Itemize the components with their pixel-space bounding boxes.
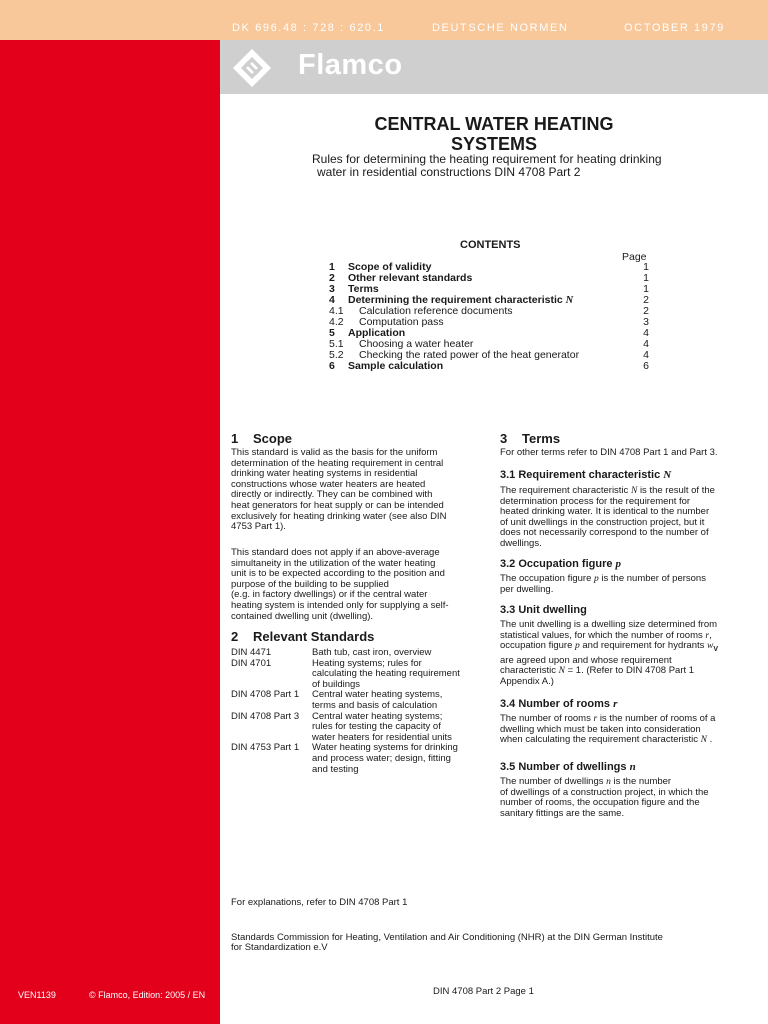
subsection-3-3-text <box>500 620 718 687</box>
section-num: 3 <box>500 431 508 446</box>
commission-note-line2: for Standardization e.V <box>231 942 328 953</box>
text-line: Central water heating systems, <box>312 689 443 701</box>
contents-heading: CONTENTS <box>460 239 521 251</box>
math-var: p <box>615 558 622 570</box>
math-var: n <box>606 777 611 787</box>
text-line <box>500 777 709 788</box>
subsection-3-2-text <box>500 574 706 595</box>
series-label: DEUTSCHE NORMEN <box>432 22 569 34</box>
brand-band <box>220 40 768 94</box>
text-line: dwellings. <box>500 537 542 549</box>
table-row <box>231 712 481 744</box>
section-3-heading <box>500 431 560 446</box>
subsection-3-4-heading <box>500 698 617 710</box>
standard-code: DIN 4708 Part 1 <box>231 689 300 701</box>
standards-table <box>231 648 481 775</box>
table-row <box>231 690 481 711</box>
standard-description <box>312 659 481 691</box>
toc-num: 4.1 <box>329 305 344 317</box>
text-fragment: and requirement for hydrants <box>582 640 705 652</box>
terms-intro <box>500 448 718 459</box>
standard-code: DIN 4701 <box>231 657 272 669</box>
text-fragment: The requirement characteristic <box>500 485 629 496</box>
toc-page: 1 <box>643 261 649 273</box>
date-label: OCTOBER 1979 <box>624 22 725 34</box>
table-of-contents <box>329 262 649 372</box>
text-line: statistical values, for which the number of rooms r, <box>500 629 712 641</box>
math-var: N <box>700 735 707 746</box>
text-line: of buildings <box>312 678 361 690</box>
math-var: N <box>630 486 638 496</box>
subsection-title: 3.2 Occupation figure <box>500 558 613 570</box>
text-fragment: The number of rooms <box>500 713 591 724</box>
text-line: exclusively for heating drinking water (see also DIN <box>231 510 447 522</box>
commission-note-line1: Standards Commission for Heating, Ventilation and Air Conditioning (NHR) at the DIN German Institute <box>231 932 663 943</box>
standard-description <box>312 648 481 659</box>
text-line: and testing <box>312 763 359 775</box>
text-line: of dwellings of a construction project, in which the <box>500 786 709 798</box>
text-line: purpose of the building to be supplied <box>231 578 389 590</box>
table-row <box>231 659 481 691</box>
section-num: 2 <box>231 629 239 644</box>
toc-page: 3 <box>643 316 649 328</box>
subsection-title: 3.1 Requirement characteristic <box>500 469 661 481</box>
text-line: sanitary fittings are the same. <box>500 807 625 819</box>
text-line <box>500 714 715 725</box>
standard-code: DIN 4708 Part 3 <box>231 710 300 722</box>
toc-num: 3 <box>329 283 335 295</box>
section-1-heading <box>231 431 292 446</box>
text-line: 4753 Part 1). <box>231 521 286 533</box>
page-reference: DIN 4708 Part 2 Page 1 <box>433 986 534 997</box>
text-fragment: occupation figure <box>500 640 573 652</box>
toc-page: 6 <box>643 360 649 372</box>
subsection-3-4-text <box>500 714 715 746</box>
text-line: heat generators for heat supply or can be intended <box>231 499 444 511</box>
subsection-3-2-heading <box>500 558 621 570</box>
text-line <box>500 641 718 655</box>
brand-name: Flamco <box>298 49 403 81</box>
subsection-3-5-text <box>500 777 709 819</box>
text-line: Central water heating systems; <box>312 710 443 722</box>
text-line: rules for testing the capacity of <box>312 721 441 733</box>
text-fragment: characteristic <box>500 665 556 677</box>
text-line: heating system is intended only for supplying a self- <box>231 599 449 611</box>
text-line: Appendix A.) <box>500 675 554 687</box>
doc-code: VEN1139 <box>18 990 56 1000</box>
text-line: of unit dwellings in the construction project, but it <box>500 516 705 528</box>
subsection-3-1-heading <box>500 469 671 481</box>
top-header-band <box>0 0 768 40</box>
text-line: and process water; design, fitting <box>312 752 451 764</box>
standard-description <box>312 690 481 711</box>
subtitle-line: Rules for determining the heating requirement for heating drinking <box>312 152 662 166</box>
dk-code: DK 696.48 : 728 : 620.1 <box>232 22 385 34</box>
text-line: Heating systems; rules for <box>312 657 422 669</box>
toc-title-text: Determining the requirement characteristic <box>348 294 563 306</box>
toc-title: Other relevant standards <box>348 272 473 284</box>
toc-title: Calculation reference documents <box>359 305 513 317</box>
toc-page: 4 <box>643 338 649 350</box>
toc-num: 5.2 <box>329 349 344 361</box>
text-line: The unit dwelling is a dwelling size determined from <box>500 619 718 630</box>
flamco-logo-icon <box>232 48 272 88</box>
toc-title: Checking the rated power of the heat generator <box>359 349 580 361</box>
toc-title: Application <box>348 327 406 339</box>
text-line <box>500 486 715 497</box>
toc-title: Scope of validity <box>348 261 432 273</box>
section-title: Scope <box>253 431 293 446</box>
doc-title-line1: CENTRAL WATER HEATING <box>374 114 614 134</box>
toc-page: 4 <box>643 327 649 339</box>
math-var: N <box>558 666 565 677</box>
text-fragment: The occupation figure <box>500 573 592 584</box>
text-line: unit is to be expected according to the position and <box>231 568 445 580</box>
text-line: Water heating systems for drinking <box>312 742 458 754</box>
text-fragment: statistical values, for which the number of rooms <box>500 629 703 641</box>
text-line: per dwelling. <box>500 583 554 595</box>
toc-num: 6 <box>329 360 335 372</box>
red-side-band <box>0 40 220 1024</box>
text-line: dwelling which must be taken into consideration <box>500 723 701 735</box>
subsection-3-5-heading <box>500 761 636 773</box>
text-line: drinking water heating systems in residential <box>231 468 418 480</box>
text-line: For other terms refer to DIN 4708 Part 1 and Part 3. <box>500 447 718 458</box>
toc-title: Sample calculation <box>348 360 444 372</box>
toc-title: Choosing a water heater <box>359 338 474 350</box>
toc-var: N <box>565 295 574 306</box>
text-line: This standard does not apply if an above-average <box>231 547 440 558</box>
toc-num: 2 <box>329 272 335 284</box>
text-line <box>500 574 706 585</box>
scope-paragraph-2 <box>231 548 449 622</box>
math-var: w <box>707 641 714 652</box>
section-title: Relevant Standards <box>253 629 375 644</box>
subsection-title: 3.5 Number of dwellings <box>500 761 627 773</box>
toc-num: 5 <box>329 327 335 339</box>
math-subscript: V <box>713 646 719 654</box>
text-line: when calculating the requirement characteristic N . <box>500 734 713 746</box>
text-line: determination process for the requirement for <box>500 495 691 507</box>
explanations-note: For explanations, refer to DIN 4708 Part 1 <box>231 897 408 908</box>
text-line: directly or indirectly. They can be combined with <box>231 489 433 501</box>
doc-title-line2: SYSTEMS <box>450 134 538 154</box>
edition-note: © Flamco, Edition: 2005 / EN <box>89 990 206 1000</box>
text-line: number of rooms, the occupation figure and the <box>500 797 700 809</box>
math-var: r <box>613 698 618 710</box>
standard-code: DIN 4471 <box>231 647 272 658</box>
section-title: Terms <box>522 431 561 446</box>
text-line: simultaneity in the utilization of the water heating <box>231 557 436 569</box>
toc-item[interactable] <box>329 361 649 372</box>
toc-title: Computation pass <box>359 316 444 328</box>
doc-subtitle <box>312 153 712 179</box>
text-fragment: = 1. (Refer to DIN 4708 Part 1 <box>567 665 695 677</box>
math-var: n <box>629 761 636 773</box>
text-line: terms and basis of calculation <box>312 699 438 711</box>
toc-num: 4 <box>329 294 335 306</box>
standard-description <box>312 743 481 775</box>
text-line: heated drinking water. It is identical to the number <box>500 506 710 518</box>
subtitle-line: water in residential constructions DIN 4708 Part 2 <box>317 165 581 179</box>
contents-page-label: Page <box>622 251 647 263</box>
toc-page: 2 <box>643 305 649 317</box>
text-fragment: is the number <box>613 776 672 787</box>
subsection-title: 3.4 Number of rooms <box>500 698 611 710</box>
scope-paragraph-1 <box>231 448 446 533</box>
standard-description <box>312 712 481 744</box>
subsection-3-1-text <box>500 486 715 550</box>
text-line: are agreed upon and whose requirement <box>500 654 672 666</box>
text-line: does not necessarily correspond to the number of <box>500 527 709 539</box>
text-line: water heaters for residential units <box>312 731 452 743</box>
text-line: This standard is valid as the basis for the uniform <box>231 447 438 458</box>
text-line: Bath tub, cast iron, overview <box>312 647 432 658</box>
math-var: r <box>705 630 710 641</box>
math-var: p <box>575 641 580 652</box>
toc-page: 1 <box>643 283 649 295</box>
text-line: determination of the heating requirement in central <box>231 457 444 469</box>
toc-page: 4 <box>643 349 649 361</box>
text-fragment: is the number of persons <box>601 573 706 584</box>
text-fragment: is the result of the <box>639 485 715 496</box>
toc-title: Terms <box>348 283 379 295</box>
section-2-heading <box>231 629 374 644</box>
text-line: calculating the heating requirement <box>312 668 460 680</box>
section-num: 1 <box>231 431 239 446</box>
text-line: contained dwelling unit (dwelling). <box>231 610 374 622</box>
toc-page: 2 <box>643 294 649 306</box>
toc-page: 1 <box>643 272 649 284</box>
toc-num: 5.1 <box>329 338 344 350</box>
text-line: (e.g. in factory dwellings) or if the central water <box>231 589 428 601</box>
table-row <box>231 743 481 775</box>
subsection-3-3-heading: 3.3 Unit dwelling <box>500 604 587 616</box>
math-var: N <box>663 469 672 481</box>
math-var: r <box>593 714 598 724</box>
text-fragment: when calculating the requirement characteristic <box>500 734 699 746</box>
toc-num: 1 <box>329 261 335 273</box>
text-line: constructions whose water heaters are heated <box>231 478 426 490</box>
table-row <box>231 648 481 659</box>
math-var: p <box>594 574 599 584</box>
standard-code: DIN 4753 Part 1 <box>231 742 300 754</box>
text-fragment: The number of dwellings <box>500 776 604 787</box>
text-fragment: is the number of rooms of a <box>599 713 716 724</box>
toc-num: 4.2 <box>329 316 344 328</box>
